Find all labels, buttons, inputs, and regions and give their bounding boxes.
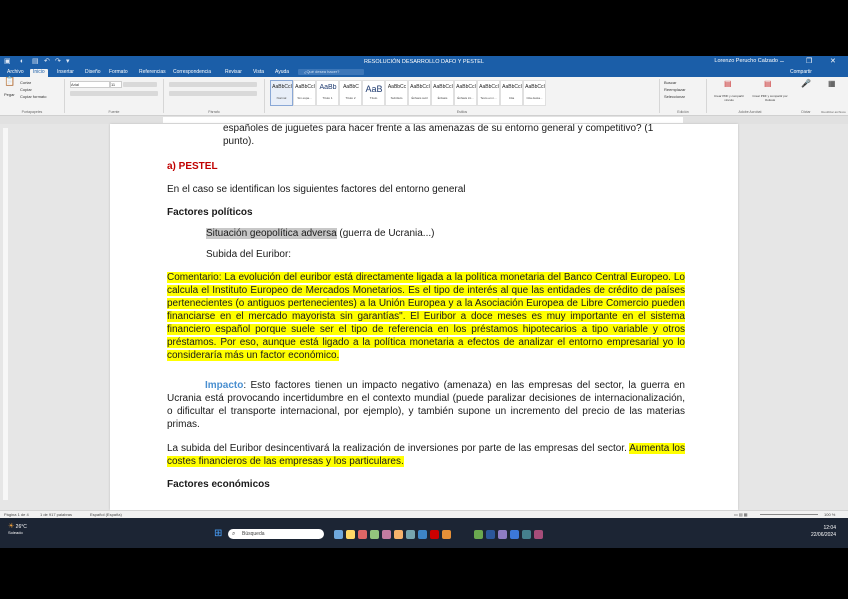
tab-revisar[interactable]: Revisar	[225, 69, 242, 75]
video-letterbox-top	[0, 0, 848, 56]
taskbar-search-label: Búsqueda	[242, 531, 265, 537]
style-name: Título 2	[345, 96, 356, 100]
comment-highlight: Comentario: La evolución del euribor está directamente ligada a la política monetaria del Banco Central Europeo. Lo calcula el Instituto Europeo de Mercados Monetarios. Es el tipo de interés al que las entidades de crédito de países pertenecientes (o antiguos pertenecientes) a la Unión Europea y a la Asociación Europea de Libre Comercio pueden financiarse en el mercado mayorista sin garantías". El Euribor a doce meses es muy importante en el sistema financiero español porque suele ser el tipo de referencia en los préstamos hipotecarios a tipo variable y otros préstamos. Por eso, aunque está ligado a la política monetaria a efectos de analizar el entorno empresarial yo lo consideraría más un factor económico.	[167, 272, 685, 361]
word-doc-icon[interactable]	[486, 530, 495, 539]
question-fragment-line-2: punto).	[223, 136, 255, 147]
font-group	[66, 77, 162, 115]
save-icon[interactable]: ▤	[32, 58, 39, 65]
replace-button[interactable]: Reemplazar	[664, 87, 686, 92]
document-page[interactable]	[110, 124, 738, 510]
styles-label: Estilos	[456, 110, 468, 114]
separator	[706, 79, 707, 113]
impacto-paragraph	[167, 379, 685, 431]
word-window	[0, 56, 848, 548]
euribor-text: La subida del Euribor desincentivará la realización de inversiones por parte de las empresas del sector.	[167, 443, 630, 454]
tab-vista[interactable]: Vista	[253, 69, 265, 75]
teams-icon[interactable]	[406, 530, 415, 539]
customize-qat-icon[interactable]: ▾	[66, 58, 70, 65]
microphone-icon[interactable]: 🎤	[801, 79, 811, 88]
style-preview: AaBbCcI	[502, 84, 522, 90]
ruler-text-area[interactable]	[163, 117, 683, 123]
style-tile[interactable]	[477, 80, 500, 106]
weather-desc: Soleado	[8, 530, 23, 535]
style-tile[interactable]	[431, 80, 454, 106]
system-clock[interactable]	[811, 525, 836, 539]
font-family-select[interactable]: Arial	[70, 81, 110, 88]
style-preview: AaBbCcI	[525, 84, 545, 90]
pdf-icon: ▤	[724, 79, 732, 88]
style-preview: AaBbC	[343, 84, 359, 90]
chrome-icon[interactable]	[442, 530, 451, 539]
font-size-buttons[interactable]	[123, 82, 157, 87]
style-name: Énfasis	[437, 96, 448, 100]
list-item-rest: (guerra de Ucrania...)	[336, 228, 435, 239]
style-tile[interactable]	[454, 80, 477, 106]
sun-icon: ☀	[8, 523, 15, 530]
copy-button[interactable]: Copiar	[20, 87, 32, 92]
paragraph-group	[165, 77, 263, 115]
paste-icon[interactable]: 📋	[4, 76, 16, 86]
highlighted-text: Situación geopolítica adversa	[206, 228, 337, 239]
style-name: Énfasis sutil	[411, 96, 428, 100]
cut-button[interactable]: Cortar	[20, 80, 32, 85]
style-name: Normal	[276, 96, 287, 100]
style-name: Cita desta...	[526, 96, 543, 100]
ribbon-tabs	[0, 68, 848, 77]
user-name[interactable]: Lorenzo Perucho Calzado	[714, 58, 778, 64]
impacto-label: Impacto	[205, 380, 244, 391]
style-tile[interactable]	[362, 80, 385, 106]
redo-icon[interactable]: ↷	[55, 58, 61, 65]
media-icon[interactable]	[534, 530, 543, 539]
euribor-highlight: Aumenta los costes financieros de las empresas y los particulares.	[167, 443, 685, 467]
style-name: Énfasis int...	[457, 96, 474, 100]
tab-formato[interactable]: Formato	[109, 69, 128, 75]
windows-start-icon[interactable]: ⊞	[214, 528, 223, 539]
dictate-group	[793, 77, 819, 115]
paste-button[interactable]: Pegar	[4, 92, 15, 97]
separator	[163, 79, 164, 113]
close-icon[interactable]: ✕	[830, 58, 836, 65]
edge-icon[interactable]	[358, 530, 367, 539]
excel-icon[interactable]	[474, 530, 483, 539]
heading-pestel: a) PESTEL	[167, 161, 218, 172]
style-tile[interactable]	[408, 80, 431, 106]
outlook-icon[interactable]	[510, 530, 519, 539]
tell-me-search[interactable]: ¿Qué desea hacer?	[298, 69, 364, 75]
editing-group	[661, 77, 705, 115]
clock-date: 22/06/2024	[810, 532, 836, 538]
undo-icon[interactable]: ↶	[44, 58, 50, 65]
view-mode-icons[interactable]: ▭ ▤ ▦	[734, 512, 748, 517]
font-label: Fuente	[108, 110, 120, 114]
style-name: Sin espa...	[297, 96, 312, 100]
style-tile[interactable]	[339, 80, 362, 106]
style-tile[interactable]	[316, 80, 339, 106]
reuse-group	[819, 77, 848, 115]
separator	[264, 79, 265, 113]
tab-ayuda[interactable]: Ayuda	[275, 69, 290, 75]
editing-label: Edición	[677, 110, 689, 114]
title-bar	[0, 56, 848, 68]
alignment-buttons[interactable]	[169, 91, 257, 96]
style-preview: AaBbCcI	[433, 84, 453, 90]
list-buttons[interactable]	[169, 82, 257, 87]
weather-temp: 26°C	[15, 524, 27, 530]
style-name: Cita	[508, 96, 515, 100]
style-tile[interactable]	[523, 80, 546, 106]
format-painter-button[interactable]: Copiar formato	[20, 94, 47, 99]
create-pdf-outlook-button[interactable]: Crear PDF y compartir por Outlook	[752, 94, 788, 102]
style-preview: AaBbCcI	[410, 84, 430, 90]
style-name: Título	[369, 96, 378, 100]
acrobat-icon[interactable]	[430, 530, 439, 539]
maximize-icon[interactable]: ❐	[806, 58, 813, 65]
horizontal-ruler	[0, 116, 848, 124]
word-count[interactable]: 1 de 917 palabras	[40, 512, 73, 517]
style-tile[interactable]	[293, 80, 316, 106]
separator	[64, 79, 65, 113]
comment-paragraph	[167, 271, 685, 362]
store-icon[interactable]	[370, 530, 379, 539]
style-preview: AaBbCcI	[272, 84, 292, 90]
adobe-label: Adobe Acrobat	[738, 110, 762, 114]
font-format-buttons[interactable]	[70, 91, 158, 96]
document-title: RESOLUCIÓN DESARROLLO DAFO Y PESTEL	[364, 59, 484, 65]
euribor-paragraph	[167, 442, 685, 468]
zoom-level[interactable]: 100 %	[824, 512, 836, 517]
tab-correspondencia[interactable]: Correspondencia	[173, 69, 212, 75]
word-icon[interactable]	[418, 530, 427, 539]
style-preview: AaBb	[319, 84, 337, 91]
weather-widget[interactable]	[8, 524, 27, 536]
create-pdf-button[interactable]: Crear PDF y compartir vínculo	[713, 94, 744, 102]
style-preview: AaBbCc	[387, 84, 407, 90]
find-button[interactable]: Buscar	[664, 80, 677, 85]
style-preview: AaBbCcI	[479, 84, 499, 90]
list-item-geopolitica	[206, 227, 676, 240]
taskbar-search[interactable]	[228, 529, 324, 539]
separator	[659, 79, 660, 113]
page-counter[interactable]: Página 1 de 4	[4, 512, 29, 517]
language-indicator[interactable]: Español (España)	[90, 512, 122, 517]
task-view-icon[interactable]	[334, 530, 343, 539]
style-tile[interactable]	[270, 80, 293, 106]
word-app-icon: ▣	[4, 58, 11, 65]
mail-icon[interactable]	[382, 530, 391, 539]
pdf-outlook-icon: ▤	[764, 79, 772, 88]
settings-icon[interactable]	[522, 530, 531, 539]
paragraph-label: Párrafo	[208, 110, 220, 114]
ribbon	[0, 77, 848, 116]
search-icon: ⌕	[232, 531, 236, 537]
windows-taskbar	[0, 518, 848, 548]
style-name: Subtítulo	[390, 96, 403, 100]
styles-group	[266, 77, 658, 115]
tab-inicio[interactable]: Inicio	[30, 69, 48, 77]
style-name: Título 1	[322, 96, 333, 100]
tab-referencias[interactable]: Referencias	[139, 69, 166, 75]
autosave-icon[interactable]: ◐	[20, 58, 25, 65]
photos-icon[interactable]	[394, 530, 403, 539]
style-tile[interactable]	[500, 80, 523, 106]
clock-time: 12:04	[823, 525, 836, 531]
select-button[interactable]: Seleccionar	[664, 94, 685, 99]
style-preview: AaBbCcI	[295, 84, 315, 90]
share-button[interactable]: Compartir	[790, 69, 812, 75]
clipboard-group	[0, 77, 64, 115]
adobe-group	[708, 77, 792, 115]
style-preview: AaB	[365, 84, 383, 94]
file-explorer-icon[interactable]	[346, 530, 355, 539]
tab-insertar[interactable]: Insertar	[57, 69, 74, 75]
onenote-icon[interactable]	[498, 530, 507, 539]
tab-diseno[interactable]: Diseño	[85, 69, 101, 75]
dictate-label: Dictar	[801, 110, 811, 114]
style-preview: AaBbCcI	[456, 84, 476, 90]
reuse-files-icon[interactable]: ▦	[828, 79, 836, 88]
tab-archivo[interactable]: Archivo	[7, 69, 24, 75]
question-fragment-line-1: españoles de juguetes para hacer frente a las amenazas de su entorno general y competitivo? (1	[223, 124, 654, 134]
font-size-select[interactable]: 11	[110, 81, 122, 88]
intro-paragraph: En el caso se identifican los siguientes factores del entorno general	[167, 184, 466, 195]
style-tile[interactable]	[385, 80, 408, 106]
heading-factores-politicos: Factores políticos	[167, 207, 253, 218]
list-item-euribor: Subida del Euribor:	[206, 249, 292, 260]
vertical-ruler	[3, 128, 8, 500]
heading-factores-economicos: Factores económicos	[167, 479, 270, 490]
reuse-label: Reutilizar archivos	[821, 110, 846, 114]
clipboard-label: Portapapeles	[21, 110, 43, 114]
video-letterbox-bottom	[0, 548, 848, 599]
zoom-slider[interactable]	[760, 514, 818, 515]
style-name: Texto en n...	[480, 96, 497, 100]
impacto-text: : Esto factores tienen un impacto negativo (amenaza) en las empresas del sector, la guerra en Ucrania está provocando incertidumbre en el contexto mundial (puede paralizar decisiones de internacionalización, o dificultar el transporte internacional, por ejemplo), y también supone un incremento del precio de las materias primas.	[167, 380, 685, 430]
minimize-icon[interactable]: –	[780, 58, 784, 65]
